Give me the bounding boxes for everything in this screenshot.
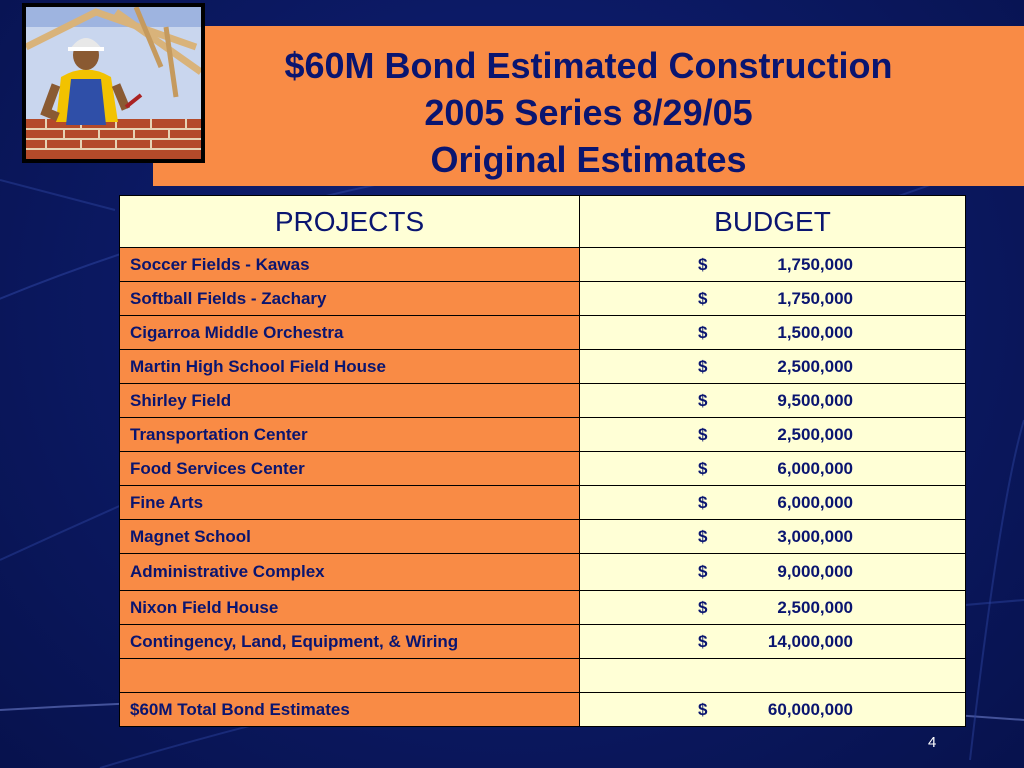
- table-row: [120, 554, 966, 591]
- budget-amount: 2,500,000: [777, 597, 853, 617]
- budget-amount: 2,500,000: [777, 424, 853, 444]
- table-row: [120, 384, 966, 418]
- table-row: [120, 418, 966, 452]
- table-total-row: [120, 693, 966, 727]
- budget-cell: [580, 350, 966, 384]
- budget-amount: 1,500,000: [777, 322, 853, 342]
- budget-table: [119, 195, 966, 727]
- currency-symbol: $: [698, 631, 708, 651]
- table-header-row: [120, 196, 966, 248]
- table-row: [120, 316, 966, 350]
- project-name: Nixon Field House: [120, 591, 580, 625]
- budget-cell: [580, 384, 966, 418]
- project-name: Fine Arts: [120, 486, 580, 520]
- projects-column-header: PROJECTS: [120, 196, 580, 248]
- currency-symbol: $: [698, 322, 708, 342]
- budget-cell: [580, 282, 966, 316]
- currency-symbol: $: [698, 458, 708, 478]
- table-row-empty: [120, 659, 966, 693]
- project-name: Food Services Center: [120, 452, 580, 486]
- currency-symbol: $: [698, 597, 708, 617]
- budget-cell: [580, 486, 966, 520]
- table-row: [120, 452, 966, 486]
- budget-cell: [580, 316, 966, 350]
- project-name: Administrative Complex: [120, 554, 580, 591]
- project-name: Cigarroa Middle Orchestra: [120, 316, 580, 350]
- table-row: [120, 282, 966, 316]
- budget-cell: [580, 520, 966, 554]
- page-title: [153, 26, 1024, 183]
- title-line-2: 2005 Series 8/29/05: [424, 92, 753, 133]
- page-number: 4: [928, 734, 937, 751]
- currency-symbol: $: [698, 254, 708, 274]
- budget-amount: 1,750,000: [777, 254, 853, 274]
- table-row: [120, 591, 966, 625]
- table-row: [120, 486, 966, 520]
- budget-amount: 6,000,000: [777, 458, 853, 478]
- budget-cell: [580, 418, 966, 452]
- budget-amount: 14,000,000: [767, 631, 853, 651]
- budget-amount: 9,500,000: [777, 390, 853, 410]
- budget-amount: 6,000,000: [777, 492, 853, 512]
- budget-cell: [580, 659, 966, 693]
- currency-symbol: $: [698, 526, 708, 546]
- budget-amount: 3,000,000: [777, 526, 853, 546]
- budget-cell: [580, 554, 966, 591]
- project-name: Transportation Center: [120, 418, 580, 452]
- project-name: Contingency, Land, Equipment, & Wiring: [120, 625, 580, 659]
- budget-cell: [580, 693, 966, 727]
- currency-symbol: $: [698, 390, 708, 410]
- table-row: [120, 248, 966, 282]
- title-line-3: Original Estimates: [430, 139, 747, 180]
- budget-cell: [580, 452, 966, 486]
- currency-symbol: $: [698, 288, 708, 308]
- construction-worker-icon: [22, 3, 205, 163]
- project-name: Magnet School: [120, 520, 580, 554]
- table-row: [120, 350, 966, 384]
- project-name: $60M Total Bond Estimates: [120, 693, 580, 727]
- currency-symbol: $: [698, 562, 708, 581]
- project-name: Shirley Field: [120, 384, 580, 418]
- project-name: [120, 659, 580, 693]
- budget-amount: 9,000,000: [777, 562, 853, 581]
- table-row: [120, 520, 966, 554]
- budget-amount: 2,500,000: [777, 356, 853, 376]
- currency-symbol: $: [698, 492, 708, 512]
- currency-symbol: $: [698, 699, 708, 719]
- currency-symbol: $: [698, 356, 708, 376]
- budget-amount: 1,750,000: [777, 288, 853, 308]
- budget-cell: [580, 625, 966, 659]
- project-name: Soccer Fields - Kawas: [120, 248, 580, 282]
- budget-cell: [580, 248, 966, 282]
- project-name: Softball Fields - Zachary: [120, 282, 580, 316]
- budget-cell: [580, 591, 966, 625]
- project-name: Martin High School Field House: [120, 350, 580, 384]
- budget-column-header: BUDGET: [580, 196, 966, 248]
- currency-symbol: $: [698, 424, 708, 444]
- title-line-1: $60M Bond Estimated Construction: [284, 45, 893, 86]
- budget-amount: 60,000,000: [767, 699, 853, 719]
- table-row: [120, 625, 966, 659]
